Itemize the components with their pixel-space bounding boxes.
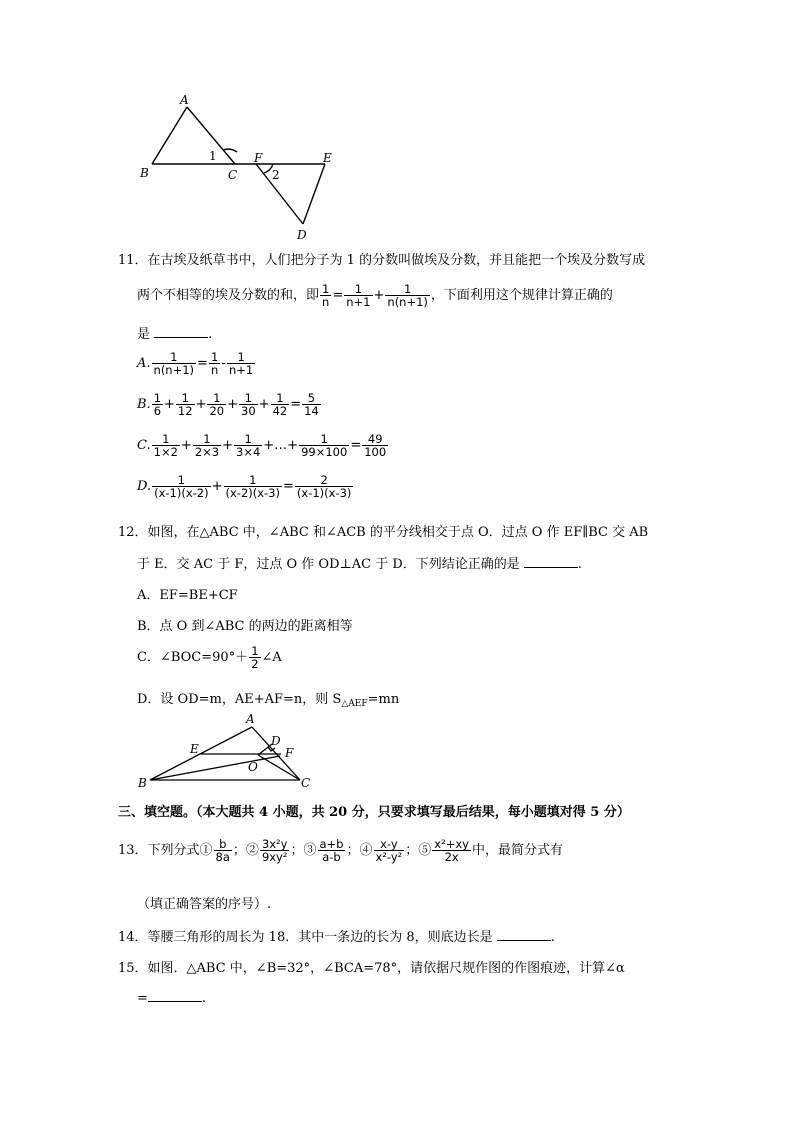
q11-option-d[interactable]: D. $\frac{1}{(x-1)(x-2)}$ + $\frac{1}{(x-2)(x-3)}$ = $\frac{2}{(x-1)(x-3)}$ bbox=[137, 473, 352, 501]
q13-stem-line2: （填正确答案的序号）. bbox=[137, 897, 272, 912]
q12-answer-blank[interactable] bbox=[524, 556, 578, 568]
egypt-frac-mid: $\frac{1}{n+1}$ bbox=[346, 282, 371, 310]
q11-stem-line2: 两个不相等的埃及分数的和，即 $\frac{1}{n}$ = $\frac{1}{n+1}$ + $\frac{1}{n(n+1)}$ ，下面利用这个规律计算正确的 bbox=[137, 282, 613, 310]
label-C: C bbox=[228, 168, 238, 182]
q11-option-c[interactable]: C. $\frac{1}{1\times 2}$ + $\frac{1}{2\times 3}$ + $\frac{1}{3\times 4}$ +…+ $\frac{1}{99\times 100}$ = $\frac{49}{100}$ bbox=[137, 432, 387, 460]
label-E: E bbox=[323, 151, 332, 165]
label-F: F bbox=[254, 151, 263, 165]
section-3-heading: 三、填空题。（本大题共 4 小题，共 20 分，只要求填写最后结果，每小题填对得 5 分） bbox=[118, 805, 630, 820]
q11-stem-line2-a: 两个不相等的埃及分数的和，即 bbox=[137, 288, 320, 304]
q14-stem: 14．等腰三角形的周长为 18．其中一条边的长为 8，则底边长是 . bbox=[118, 930, 555, 945]
label-O: O bbox=[248, 760, 258, 774]
label-D: D bbox=[297, 228, 307, 242]
q12-stem-line1: 12．如图，在△ABC 中，∠ABC 和∠ACB 的平分线相交于点 O．过点 O 作 EF∥BC 交 AB bbox=[118, 525, 649, 540]
q14-answer-blank[interactable] bbox=[497, 929, 551, 941]
q11-option-b[interactable]: B. $\frac{1}{6}$ + $\frac{1}{12}$ + $\frac{1}{20}$ + $\frac{1}{30}$ + $\frac{1}{42}$ = $\frac{5}{14}$ bbox=[137, 391, 319, 419]
label-F: F bbox=[285, 746, 294, 760]
q11-stem-line3: 是 . bbox=[137, 327, 213, 342]
label-B: B bbox=[138, 776, 147, 790]
q11-answer-blank[interactable] bbox=[154, 326, 208, 338]
q15-answer-blank[interactable] bbox=[148, 990, 202, 1002]
q13-stem-line1: 13．下列分式① $\frac{b}{8a}$ ；② $\frac{\text{3x²y}}{\text{9xy²}}$ ；③ $\frac{a+b}{a-b}$ ；④ $\frac{x-y}{\text{x²-y²}}$ ；⑤ $\frac{\text{x²+xy}}{2x}$ 中，最简分式有 bbox=[118, 837, 563, 865]
figure-angles bbox=[130, 92, 350, 242]
q15-stem-line1: 15．如图．△ABC 中，∠B=32°，∠BCA=78°，请依据尺规作图的作图痕迹，计算∠α bbox=[118, 961, 625, 976]
label-E: E bbox=[190, 742, 199, 756]
q12-option-c[interactable]: C．∠BOC=90°＋ $\frac{1}{2}$ ∠A bbox=[137, 644, 282, 672]
egypt-frac-left: $\frac{1}{n}$ bbox=[322, 282, 330, 310]
q11-option-a[interactable]: A. $\frac{1}{n(n+1)}$ = $\frac{1}{n}$ - $\frac{1}{n+1}$ bbox=[137, 350, 254, 378]
label-A: A bbox=[180, 93, 189, 107]
label-D: D bbox=[271, 734, 281, 748]
q11-stem-line1: 11．在古埃及纸草书中，人们把分子为 1 的分数叫做埃及分数，并且能把一个埃及分数写成 bbox=[118, 253, 646, 268]
angle-1-label: 1 bbox=[209, 149, 217, 163]
egypt-frac-right: $\frac{1}{n(n+1)}$ bbox=[387, 282, 428, 310]
label-C: C bbox=[301, 776, 311, 790]
angle-2-label: 2 bbox=[272, 168, 280, 182]
label-A: A bbox=[246, 712, 255, 726]
q11-stem-line2-b: ，下面利用这个规律计算正确的 bbox=[430, 288, 613, 304]
q12-option-a[interactable]: A．EF=BE+CF bbox=[137, 588, 238, 603]
q12-option-d[interactable]: D．设 OD=m，AE+AF=n，则 $S_{\triangle AEF}=mn$ bbox=[137, 692, 400, 709]
q12-stem-line2: 于 E．交 AC 于 F，过点 O 作 OD⊥AC 于 D．下列结论正确的是 . bbox=[137, 557, 583, 572]
q12-option-b[interactable]: B．点 O 到∠ABC 的两边的距离相等 bbox=[137, 619, 353, 634]
q15-stem-line2: = . bbox=[137, 991, 207, 1006]
label-B: B bbox=[140, 166, 149, 180]
figure-triangle-abc bbox=[132, 710, 322, 792]
